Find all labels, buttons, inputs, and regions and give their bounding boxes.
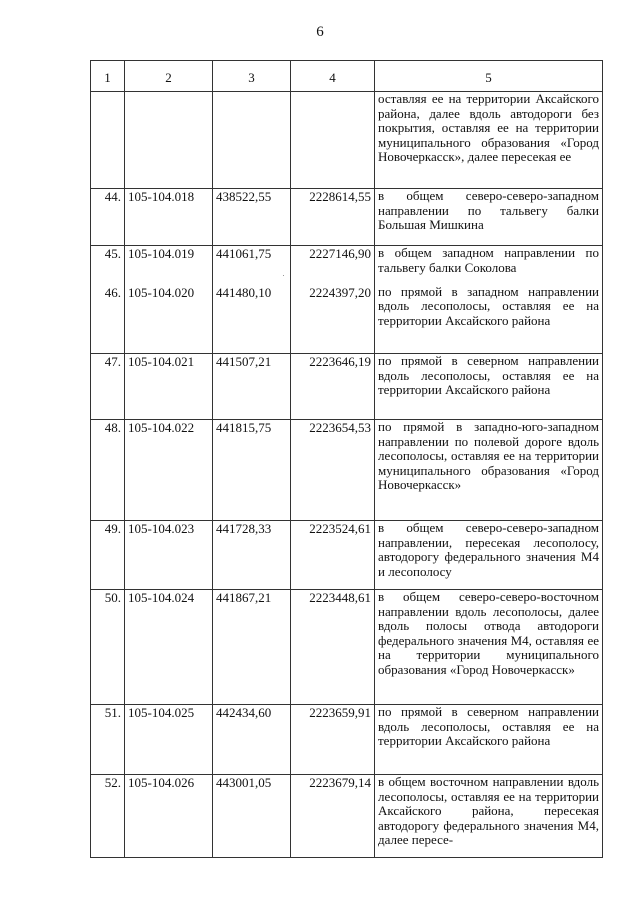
y-coordinate: 2223524,61 bbox=[291, 521, 375, 590]
x-coordinate: 441867,21 bbox=[213, 590, 291, 705]
row-number: 46. bbox=[91, 285, 125, 354]
x-coordinate: 441061,75 bbox=[213, 246, 291, 285]
point-code: 105-104.026 bbox=[125, 775, 213, 858]
y-coordinate: 2223448,61 bbox=[291, 590, 375, 705]
table-row bbox=[91, 285, 603, 354]
y-coordinate: 2223659,91 bbox=[291, 705, 375, 775]
table-row bbox=[91, 590, 603, 705]
table-row bbox=[91, 420, 603, 521]
boundary-description: по прямой в западно-юго-западном направлении по полевой дороге вдоль лесополосы, оставляя ее на территории муниципального образования «Город Новочеркасск» bbox=[375, 420, 603, 521]
scan-speck bbox=[283, 275, 284, 276]
point-code: 105-104.018 bbox=[125, 189, 213, 246]
boundary-description: в общем северо-северо-восточном направлении вдоль лесополосы, далее вдоль полосы отвода автодороги федерального значения М4, оставляя ее на территории муниципального образования «Город Новочеркасск» bbox=[375, 590, 603, 705]
column-header-5: 5 bbox=[375, 61, 603, 92]
table-row bbox=[91, 521, 603, 590]
x-coordinate: 441480,10 bbox=[213, 285, 291, 354]
y-coordinate bbox=[291, 92, 375, 189]
row-number: 47. bbox=[91, 354, 125, 420]
boundary-description: оставляя ее на территории Аксайского района, далее вдоль автодороги без покрытия, оставляя ее на территории муниципального образования «Город Новочеркасск», далее пересекая ее bbox=[375, 92, 603, 189]
column-header-3: 3 bbox=[213, 61, 291, 92]
boundary-description: в общем северо-северо-западном направлении, пересекая лесополосу, автодорогу федерального значения М4 и лесополосу bbox=[375, 521, 603, 590]
table-header-row bbox=[91, 61, 603, 92]
point-code: 105-104.022 bbox=[125, 420, 213, 521]
boundary-points-table bbox=[90, 60, 603, 858]
y-coordinate: 2227146,90 bbox=[291, 246, 375, 285]
x-coordinate: 441507,21 bbox=[213, 354, 291, 420]
row-number: 51. bbox=[91, 705, 125, 775]
boundary-description: в общем северо-северо-западном направлении по тальвегу балки Большая Мишкина bbox=[375, 189, 603, 246]
boundary-description: в общем восточном направлении вдоль лесополосы, оставляя ее на территории Аксайского района, пересекая автодорогу федерального значения М4, далее пересе- bbox=[375, 775, 603, 858]
y-coordinate: 2224397,20 bbox=[291, 285, 375, 354]
y-coordinate: 2223646,19 bbox=[291, 354, 375, 420]
point-code: 105-104.025 bbox=[125, 705, 213, 775]
x-coordinate: 441815,75 bbox=[213, 420, 291, 521]
table-row bbox=[91, 92, 603, 189]
x-coordinate: 438522,55 bbox=[213, 189, 291, 246]
point-code bbox=[125, 92, 213, 189]
row-number: 45. bbox=[91, 246, 125, 285]
table-row bbox=[91, 775, 603, 858]
row-number: 50. bbox=[91, 590, 125, 705]
column-header-4: 4 bbox=[291, 61, 375, 92]
row-number: 44. bbox=[91, 189, 125, 246]
y-coordinate: 2223654,53 bbox=[291, 420, 375, 521]
row-number: 49. bbox=[91, 521, 125, 590]
row-number bbox=[91, 92, 125, 189]
x-coordinate bbox=[213, 92, 291, 189]
point-code: 105-104.021 bbox=[125, 354, 213, 420]
y-coordinate: 2228614,55 bbox=[291, 189, 375, 246]
table-row bbox=[91, 246, 603, 285]
point-code: 105-104.023 bbox=[125, 521, 213, 590]
table-row bbox=[91, 189, 603, 246]
boundary-description: в общем западном направлении по тальвегу балки Соколова bbox=[375, 246, 603, 285]
point-code: 105-104.019 bbox=[125, 246, 213, 285]
y-coordinate: 2223679,14 bbox=[291, 775, 375, 858]
point-code: 105-104.024 bbox=[125, 590, 213, 705]
boundary-description: по прямой в северном направлении вдоль лесополосы, оставляя ее на территории Аксайского района bbox=[375, 354, 603, 420]
x-coordinate: 441728,33 bbox=[213, 521, 291, 590]
boundary-description: по прямой в северном направлении вдоль лесополосы, оставляя ее на территории Аксайского района bbox=[375, 705, 603, 775]
column-header-1: 1 bbox=[91, 61, 125, 92]
table-row bbox=[91, 354, 603, 420]
row-number: 52. bbox=[91, 775, 125, 858]
boundary-description: по прямой в западном направлении вдоль лесополосы, оставляя ее на территории Аксайского района bbox=[375, 285, 603, 354]
x-coordinate: 442434,60 bbox=[213, 705, 291, 775]
x-coordinate: 443001,05 bbox=[213, 775, 291, 858]
page-number: 6 bbox=[316, 24, 324, 40]
column-header-2: 2 bbox=[125, 61, 213, 92]
point-code: 105-104.020 bbox=[125, 285, 213, 354]
row-number: 48. bbox=[91, 420, 125, 521]
table-row bbox=[91, 705, 603, 775]
